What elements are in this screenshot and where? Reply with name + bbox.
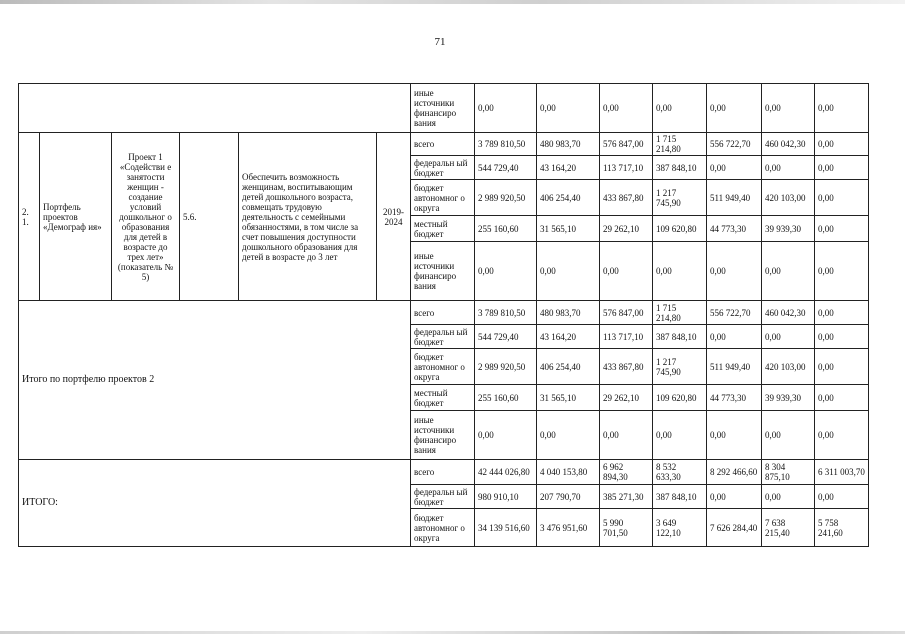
source-label: всего bbox=[411, 301, 475, 325]
value-cell: 8 292 466,60 bbox=[707, 460, 762, 485]
value-cell: 0,00 bbox=[600, 84, 653, 133]
source-label: местный бюджет bbox=[411, 216, 475, 242]
table-row bbox=[19, 460, 869, 485]
value-cell: 3 476 951,60 bbox=[537, 509, 600, 547]
page-number: 71 bbox=[434, 36, 446, 48]
value-cell: 29 262,10 bbox=[600, 385, 653, 411]
value-cell: 255 160,60 bbox=[475, 216, 537, 242]
value-cell: 0,00 bbox=[762, 325, 815, 349]
value-cell: 2 989 920,50 bbox=[475, 180, 537, 216]
value-cell: 3 649 122,10 bbox=[653, 509, 707, 547]
value-cell: 556 722,70 bbox=[707, 133, 762, 156]
value-cell: 460 042,30 bbox=[762, 301, 815, 325]
value-cell: 0,00 bbox=[707, 325, 762, 349]
value-cell: 0,00 bbox=[815, 301, 869, 325]
value-cell: 1 217 745,90 bbox=[653, 349, 707, 385]
value-cell: 0,00 bbox=[815, 84, 869, 133]
value-cell: 0,00 bbox=[537, 84, 600, 133]
value-cell: 113 717,10 bbox=[600, 325, 653, 349]
value-cell: 39 939,30 bbox=[762, 385, 815, 411]
value-cell: 387 848,10 bbox=[653, 485, 707, 509]
value-cell: 2 989 920,50 bbox=[475, 349, 537, 385]
value-cell: 480 983,70 bbox=[537, 133, 600, 156]
value-cell: 433 867,80 bbox=[600, 349, 653, 385]
source-label: местный бюджет bbox=[411, 385, 475, 411]
value-cell: 0,00 bbox=[762, 156, 815, 180]
value-cell: 511 949,40 bbox=[707, 180, 762, 216]
value-cell: 6 311 003,70 bbox=[815, 460, 869, 485]
value-cell: 0,00 bbox=[815, 325, 869, 349]
value-cell: 6 962 894,30 bbox=[600, 460, 653, 485]
project-name: Проект 1 «Содействи е занятости женщин - создание условий дошкольног о образования для детей в возрасте до трех лет» (показатель № 5) bbox=[112, 133, 180, 301]
value-cell: 42 444 026,80 bbox=[475, 460, 537, 485]
value-cell: 109 620,80 bbox=[653, 216, 707, 242]
value-cell: 420 103,00 bbox=[762, 349, 815, 385]
value-cell: 8 532 633,30 bbox=[653, 460, 707, 485]
value-cell: 113 717,10 bbox=[600, 156, 653, 180]
value-cell: 576 847,00 bbox=[600, 133, 653, 156]
source-label: бюджет автономног о округа bbox=[411, 349, 475, 385]
value-cell: 43 164,20 bbox=[537, 325, 600, 349]
source-label: всего bbox=[411, 133, 475, 156]
value-cell: 5 990 701,50 bbox=[600, 509, 653, 547]
value-cell: 0,00 bbox=[762, 84, 815, 133]
source-label: бюджет автономног о округа bbox=[411, 180, 475, 216]
budget-table bbox=[18, 83, 869, 547]
value-cell: 255 160,60 bbox=[475, 385, 537, 411]
value-cell: 0,00 bbox=[815, 349, 869, 385]
table-row bbox=[19, 133, 869, 156]
value-cell: 0,00 bbox=[762, 411, 815, 460]
value-cell: 480 983,70 bbox=[537, 301, 600, 325]
value-cell: 0,00 bbox=[653, 411, 707, 460]
portfolio-name: Портфель проектов «Демограф ия» bbox=[40, 133, 112, 301]
value-cell: 1 715 214,80 bbox=[653, 133, 707, 156]
source-label: федеральн ый бюджет bbox=[411, 156, 475, 180]
value-cell: 387 848,10 bbox=[653, 156, 707, 180]
value-cell: 109 620,80 bbox=[653, 385, 707, 411]
value-cell: 207 790,70 bbox=[537, 485, 600, 509]
value-cell: 0,00 bbox=[815, 385, 869, 411]
value-cell: 3 789 810,50 bbox=[475, 133, 537, 156]
value-cell: 0,00 bbox=[600, 411, 653, 460]
value-cell: 420 103,00 bbox=[762, 180, 815, 216]
value-cell: 0,00 bbox=[707, 485, 762, 509]
portfolio-total-label: Итого по портфелю проектов 2 bbox=[19, 301, 411, 460]
value-cell: 0,00 bbox=[762, 242, 815, 301]
table-row bbox=[19, 301, 869, 325]
value-cell: 34 139 516,60 bbox=[475, 509, 537, 547]
value-cell: 406 254,40 bbox=[537, 180, 600, 216]
table-row bbox=[19, 84, 869, 133]
source-label: иные источники финансиро вания bbox=[411, 84, 475, 133]
value-cell: 511 949,40 bbox=[707, 349, 762, 385]
empty-merged-cell bbox=[19, 84, 411, 133]
value-cell: 0,00 bbox=[762, 485, 815, 509]
value-cell: 544 729,40 bbox=[475, 325, 537, 349]
project-code: 5.6. bbox=[180, 133, 239, 301]
value-cell: 0,00 bbox=[815, 180, 869, 216]
value-cell: 0,00 bbox=[475, 242, 537, 301]
value-cell: 576 847,00 bbox=[600, 301, 653, 325]
source-label: иные источники финансиро вания bbox=[411, 411, 475, 460]
value-cell: 0,00 bbox=[815, 242, 869, 301]
source-label: федеральн ый бюджет bbox=[411, 485, 475, 509]
value-cell: 0,00 bbox=[707, 156, 762, 180]
source-label: федеральн ый бюджет bbox=[411, 325, 475, 349]
value-cell: 556 722,70 bbox=[707, 301, 762, 325]
value-cell: 0,00 bbox=[707, 242, 762, 301]
value-cell: 29 262,10 bbox=[600, 216, 653, 242]
value-cell: 544 729,40 bbox=[475, 156, 537, 180]
value-cell: 1 217 745,90 bbox=[653, 180, 707, 216]
value-cell: 43 164,20 bbox=[537, 156, 600, 180]
project-task: Обеспечить возможность женщинам, воспитывающим детей дошкольного возраста, совмещать трудовую деятельность с семейными обязанностями, в том числе за счет повышения доступности дошкольного образования для детей в возрасте до 3 лет bbox=[239, 133, 377, 301]
value-cell: 0,00 bbox=[815, 216, 869, 242]
value-cell: 0,00 bbox=[653, 84, 707, 133]
value-cell: 406 254,40 bbox=[537, 349, 600, 385]
scan-edge-bottom bbox=[0, 631, 905, 634]
value-cell: 31 565,10 bbox=[537, 385, 600, 411]
source-label: всего bbox=[411, 460, 475, 485]
value-cell: 0,00 bbox=[815, 411, 869, 460]
value-cell: 7 638 215,40 bbox=[762, 509, 815, 547]
value-cell: 3 789 810,50 bbox=[475, 301, 537, 325]
source-label: иные источники финансиро вания bbox=[411, 242, 475, 301]
value-cell: 385 271,30 bbox=[600, 485, 653, 509]
value-cell: 4 040 153,80 bbox=[537, 460, 600, 485]
value-cell: 0,00 bbox=[537, 411, 600, 460]
row-number: 2. 1. bbox=[19, 133, 40, 301]
value-cell: 8 304 875,10 bbox=[762, 460, 815, 485]
value-cell: 5 758 241,60 bbox=[815, 509, 869, 547]
value-cell: 0,00 bbox=[475, 411, 537, 460]
project-period: 2019-2024 bbox=[377, 133, 411, 301]
value-cell: 0,00 bbox=[600, 242, 653, 301]
scan-edge-top bbox=[0, 0, 905, 4]
value-cell: 44 773,30 bbox=[707, 385, 762, 411]
value-cell: 0,00 bbox=[475, 84, 537, 133]
value-cell: 433 867,80 bbox=[600, 180, 653, 216]
value-cell: 0,00 bbox=[707, 411, 762, 460]
value-cell: 1 715 214,80 bbox=[653, 301, 707, 325]
value-cell: 0,00 bbox=[707, 84, 762, 133]
value-cell: 0,00 bbox=[815, 133, 869, 156]
value-cell: 31 565,10 bbox=[537, 216, 600, 242]
source-label: бюджет автономног о округа bbox=[411, 509, 475, 547]
value-cell: 0,00 bbox=[815, 485, 869, 509]
value-cell: 7 626 284,40 bbox=[707, 509, 762, 547]
value-cell: 0,00 bbox=[815, 156, 869, 180]
value-cell: 0,00 bbox=[537, 242, 600, 301]
value-cell: 0,00 bbox=[653, 242, 707, 301]
value-cell: 980 910,10 bbox=[475, 485, 537, 509]
value-cell: 460 042,30 bbox=[762, 133, 815, 156]
grand-total-label: ИТОГО: bbox=[19, 460, 411, 547]
value-cell: 44 773,30 bbox=[707, 216, 762, 242]
value-cell: 387 848,10 bbox=[653, 325, 707, 349]
value-cell: 39 939,30 bbox=[762, 216, 815, 242]
